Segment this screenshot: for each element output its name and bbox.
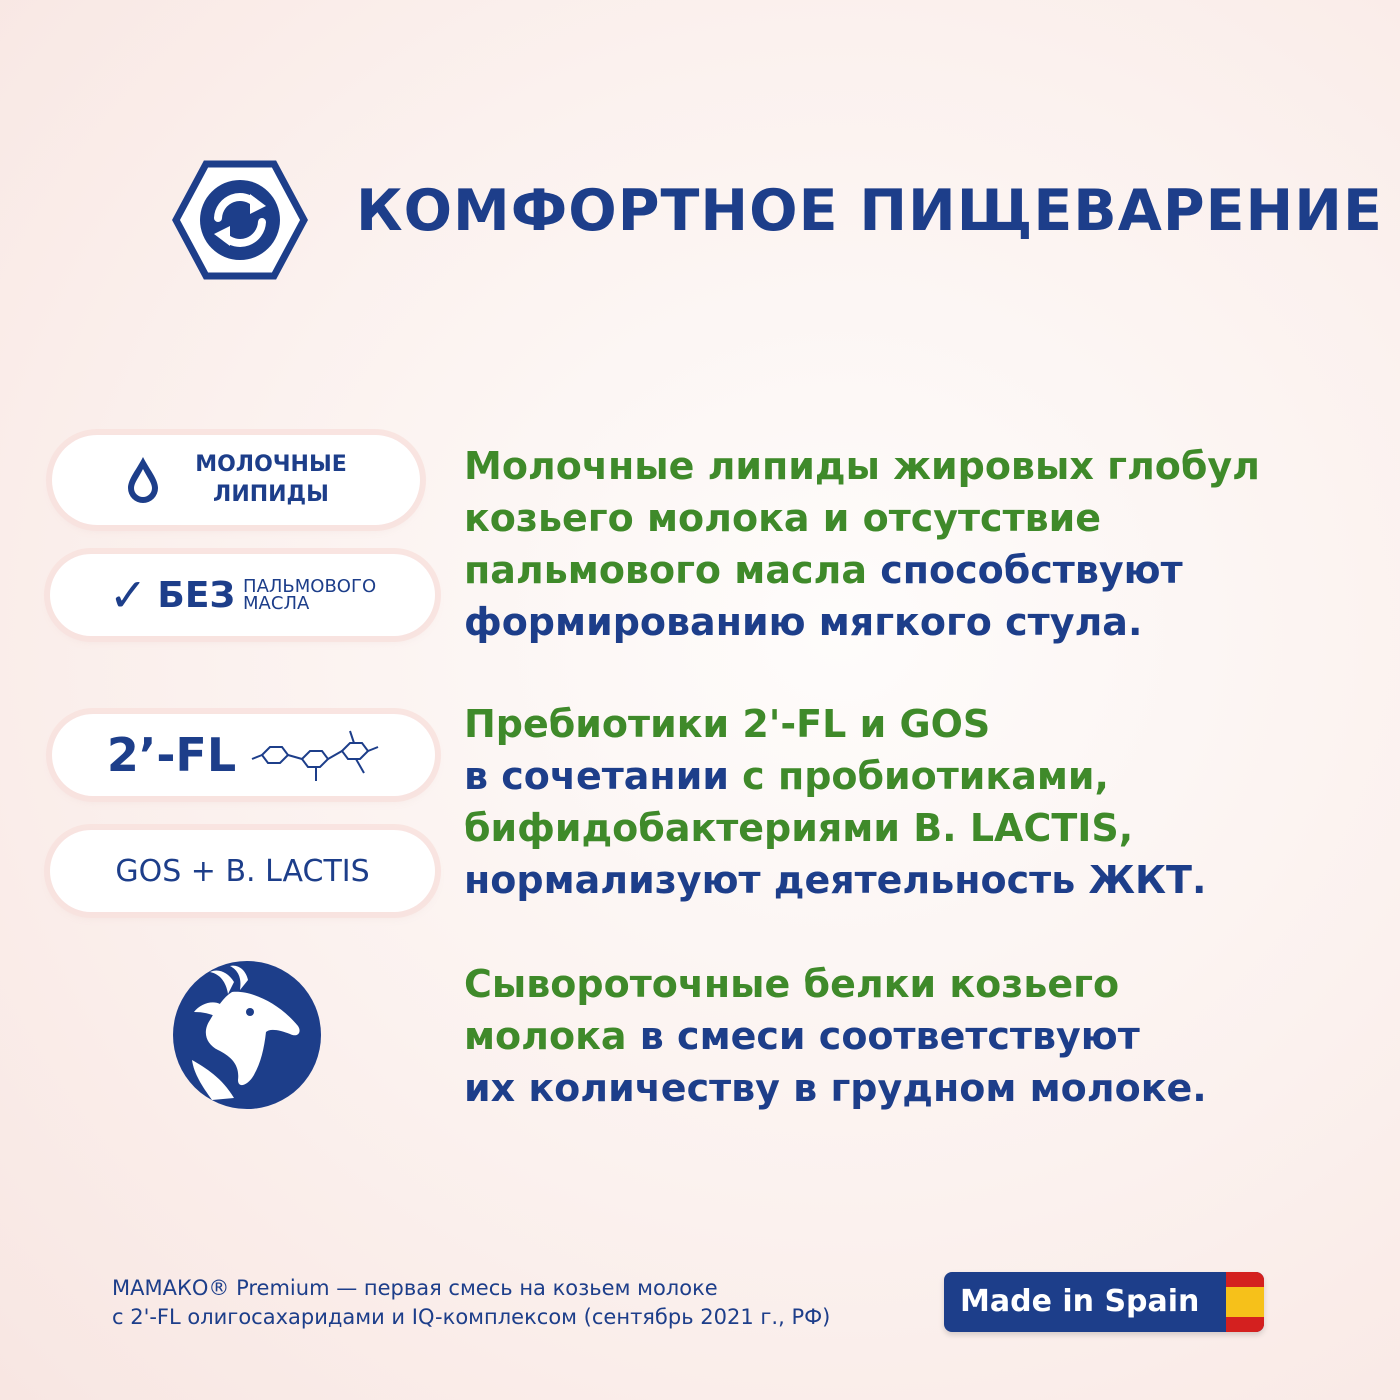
gos-label: GOS + B. LACTIS [115, 853, 370, 889]
paragraph-prebiotics [464, 698, 1206, 906]
two-fl-label: 2’-FL [106, 728, 237, 782]
p2-line3: бифидобактериями B. LACTIS, [464, 806, 1134, 850]
p2-line2b: с пробиотиками, [728, 754, 1109, 798]
milk-lipids-line1: МОЛОЧНЫЕ [195, 452, 347, 477]
page-title: КОМФОРТНОЕ ПИЩЕВАРЕНИЕ [356, 178, 1383, 244]
paragraph-milk-lipids [464, 440, 1260, 648]
p3-line3: их количеству в грудном молоке. [464, 1066, 1207, 1110]
paragraph-whey-proteins [464, 958, 1207, 1114]
p1-line1: Молочные липиды жировых глобул [464, 444, 1261, 488]
p1-line3a: пальмового масла [464, 548, 867, 592]
made-in-spain-badge [944, 1272, 1264, 1332]
p2-line2a: в сочетании [464, 754, 729, 798]
footer-note [112, 1274, 830, 1332]
goat-icon [172, 960, 322, 1110]
palm-free-line2: МАСЛА [243, 593, 310, 614]
p3-line2a: молока [464, 1014, 627, 1058]
palm-free-main: БЕЗ [157, 574, 236, 616]
spain-flag-icon [1226, 1272, 1264, 1332]
p2-line1: Пребиотики 2'-FL и GOS [464, 702, 991, 746]
check-icon: ✓ [108, 568, 148, 622]
hexagon-cycle-icon [172, 160, 308, 280]
p2-line4: нормализуют деятельность ЖКТ. [464, 858, 1207, 902]
p3-line2b: в смеси соответствуют [626, 1014, 1140, 1058]
milk-drop-icon [125, 455, 161, 505]
molecule-chain-icon [250, 725, 380, 785]
p3-line1: Сывороточные белки козьего [464, 962, 1120, 1006]
footer-line2: с 2'-FL олигосахаридами и IQ-комплексом (сентябрь 2021 г., РФ) [112, 1305, 831, 1329]
two-fl-badge [52, 714, 435, 796]
p1-line3b: способствуют [866, 548, 1183, 592]
milk-lipids-line2: ЛИПИДЫ [213, 482, 329, 507]
footer-line1: МАМАКО® Premium — первая смесь на козьем молоке [112, 1276, 718, 1300]
gos-badge [50, 830, 435, 912]
made-in-spain-label: Made in Spain [960, 1284, 1200, 1319]
p1-line4: формированию мягкого стула. [464, 600, 1143, 644]
p1-line2: козьего молока и отсутствие [464, 496, 1102, 540]
milk-lipids-badge [52, 435, 420, 525]
palm-oil-free-badge [50, 554, 435, 636]
palm-free-line1: ПАЛЬМОВОГО [243, 576, 377, 597]
